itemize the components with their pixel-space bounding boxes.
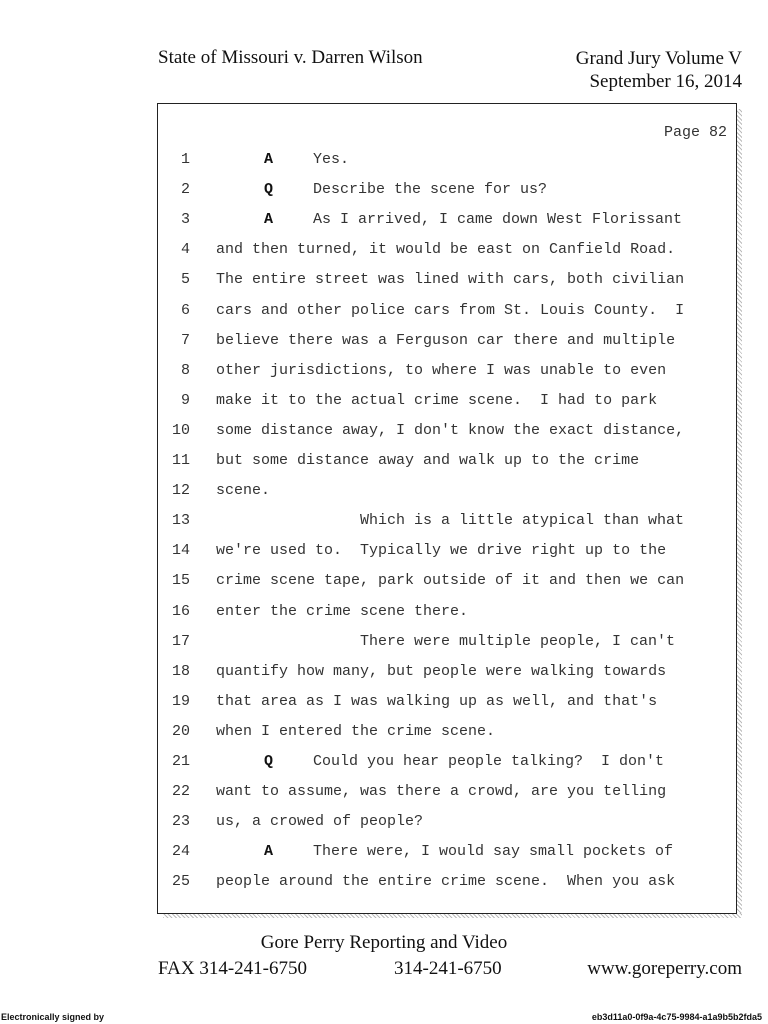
line-number: 8 [180, 361, 190, 379]
line-text: want to assume, was there a crowd, are you telling [216, 783, 667, 801]
line-text: other jurisdictions, to where I was unable to even [216, 361, 667, 379]
line-number: 1 [180, 151, 190, 168]
transcript-line [158, 181, 733, 211]
page-number: Page 82 [663, 124, 727, 141]
reporting-company: Gore Perry Reporting and Video [260, 932, 508, 953]
line-number: 22 [171, 783, 190, 801]
line-number: 23 [171, 813, 190, 831]
line-text: us, a crowed of people? [216, 813, 424, 831]
signature-id: eb3d11a0-0f9a-4c75-9984-a1a9b5b2fda5 [591, 1012, 762, 1022]
transcript-line [158, 392, 733, 422]
speaker-marker: A [264, 843, 274, 861]
speaker-marker: A [264, 211, 274, 229]
line-text: quantify how many, but people were walking towards [216, 662, 667, 680]
speaker-marker: Q [264, 753, 274, 770]
line-number: 6 [180, 301, 190, 319]
line-number: 13 [171, 512, 190, 530]
line-text: crime scene tape, park outside of it and then we can [216, 572, 685, 590]
line-text: Could you hear people talking? I don't [313, 753, 665, 770]
line-number: 25 [171, 873, 190, 891]
transcript-line [158, 241, 733, 271]
speaker-marker: A [264, 151, 274, 168]
signature-label: Electronically signed by [1, 1012, 105, 1022]
transcript-line [158, 693, 733, 723]
line-number: 17 [171, 632, 190, 650]
line-text: some distance away, I don't know the exact distance, [216, 421, 685, 439]
line-number: 20 [171, 722, 190, 740]
line-number: 19 [171, 692, 190, 710]
transcript-line [158, 572, 733, 602]
transcript-line [158, 603, 733, 633]
line-text: believe there was a Ferguson car there and multiple [216, 331, 676, 349]
line-number: 9 [180, 391, 190, 409]
speaker-marker: Q [264, 181, 274, 199]
line-number: 24 [171, 843, 190, 861]
transcript-line [158, 271, 733, 301]
transcript-line [158, 753, 733, 783]
line-text: make it to the actual crime scene. I had to park [216, 391, 658, 409]
line-text: scene. [216, 482, 271, 500]
transcript-page [157, 103, 737, 914]
line-number: 7 [180, 331, 190, 349]
line-text: The entire street was lined with cars, both civilian [216, 271, 685, 289]
transcript-line [158, 302, 733, 332]
line-text: we're used to. Typically we drive right up to the [216, 542, 667, 560]
transcript-line [158, 512, 733, 542]
line-number: 12 [171, 482, 190, 500]
line-text: people around the entire crime scene. When you ask [216, 873, 676, 891]
transcript-line [158, 873, 733, 903]
line-text: that area as I was walking up as well, and that's [216, 692, 658, 710]
line-number: 2 [180, 181, 190, 199]
hearing-date: September 16, 2014 [589, 71, 742, 92]
transcript-line [158, 783, 733, 813]
line-text: enter the crime scene there. [216, 602, 469, 620]
line-text: As I arrived, I came down West Florissant [313, 211, 683, 229]
line-text: Yes. [313, 151, 350, 168]
line-number: 10 [171, 421, 190, 439]
line-text: when I entered the crime scene. [216, 722, 496, 740]
transcript-line [158, 542, 733, 572]
transcript-line [158, 633, 733, 663]
line-number: 14 [171, 542, 190, 560]
transcript-line [158, 843, 733, 873]
website-link[interactable]: www.goreperry.com [587, 958, 742, 979]
volume-date-block [576, 47, 742, 93]
fax-number: FAX 314-241-6750 [158, 958, 308, 979]
line-text: cars and other police cars from St. Louis County. I [216, 301, 685, 319]
transcript-line [158, 482, 733, 512]
line-number: 21 [171, 753, 190, 770]
line-text: There were, I would say small pockets of [313, 843, 674, 861]
transcript-line [158, 452, 733, 482]
case-title: State of Missouri v. Darren Wilson [158, 47, 423, 68]
line-number: 4 [180, 241, 190, 259]
transcript-line [158, 723, 733, 753]
transcript-line [158, 362, 733, 392]
line-number: 15 [171, 572, 190, 590]
line-number: 18 [171, 662, 190, 680]
transcript-line [158, 813, 733, 843]
line-text: Which is a little atypical than what [360, 512, 685, 530]
transcript-line [158, 422, 733, 452]
transcript-line [158, 332, 733, 362]
line-number: 5 [180, 271, 190, 289]
line-text: but some distance away and walk up to the crime [216, 452, 640, 469]
line-number: 3 [180, 211, 190, 229]
volume-label: Grand Jury Volume V [575, 48, 742, 69]
line-number: 16 [171, 602, 190, 620]
line-text: There were multiple people, I can't [360, 632, 676, 650]
transcript-line [158, 663, 733, 693]
line-text: Describe the scene for us? [313, 181, 548, 199]
phone-number: 314-241-6750 [394, 958, 502, 979]
transcript-line [158, 211, 733, 241]
transcript-line [158, 151, 733, 181]
line-number: 11 [171, 452, 190, 469]
line-text: and then turned, it would be east on Canfield Road. [216, 241, 676, 259]
